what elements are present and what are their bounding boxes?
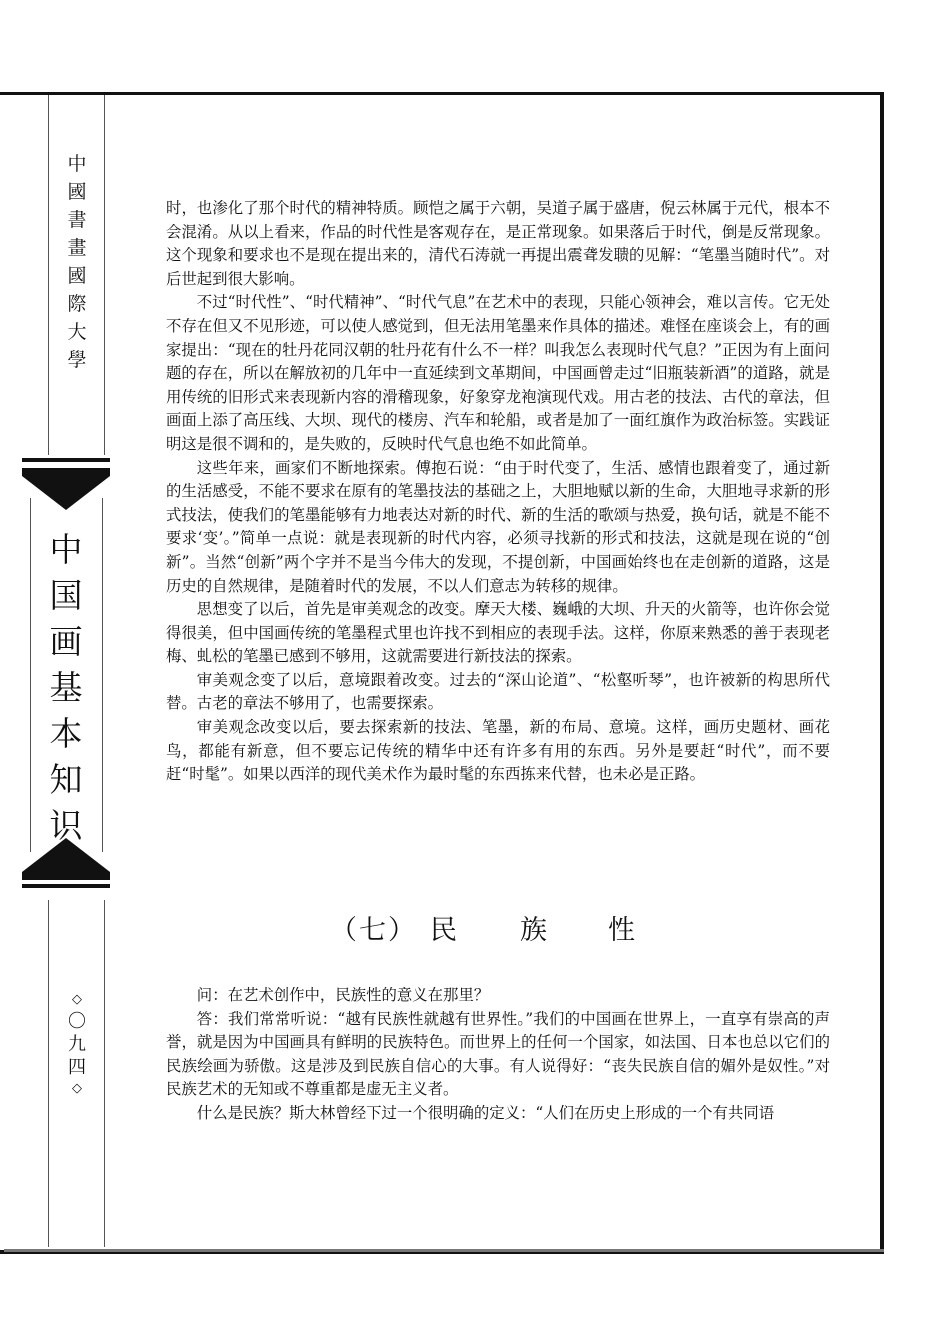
sidebar-rule-right-bottom [104,900,105,1247]
paragraph: 审美观念改变以后，要去探索新的技法、笔墨，新的布局、意境。这样，画历史题材、画花鸟，都能有新意，但不要忘记传统的精华中还有许多有用的东西。另外是要赶“时代”，而不要赶“时髦”。如果以西洋的现代美术作为最时髦的东西拣来代替，也未必是正路。 [166,718,830,784]
ornament-chevron-bottom [22,838,110,872]
ornament-chevron-top [22,476,110,510]
series-title-char: 書 [67,209,87,231]
ornament-band-top [22,458,110,462]
book-title-char: 本 [49,714,83,753]
page-number-vertical [62,990,92,1099]
book-title-char: 识 [49,806,83,845]
book-title-vertical [36,527,96,849]
paragraph: 时，也渗化了那个时代的精神特质。顾恺之属于六朝，吴道子属于盛唐，倪云林属于元代，根本不会混淆。从以上看来，作品的时代性是客观存在，是正常现象。如果落后于时代，倒是反常现象。这个现象和要求也不是现在提出来的，清代石涛就一再提出震聋发聩的见解：“笔墨当随时代”。对后世起到很大影响。 [166,199,830,288]
series-title-vertical [63,150,91,374]
section-heading [330,914,650,948]
section-title-char: 性 [608,915,637,946]
diamond-icon: ◇ [72,992,82,1007]
series-title-char: 畫 [67,237,87,259]
page-number-char: 〇 [68,1011,86,1032]
paragraph: 什么是民族？斯大林曾经下过一个很明确的定义：“人们在历史上形成的一个有共同语 [196,1103,775,1122]
body-text [166,197,830,787]
book-title-char: 画 [49,622,83,661]
diamond-icon: ◇ [72,1081,82,1096]
sidebar-rule-left-bottom [48,900,49,1247]
sidebar-rule-left-top [48,95,49,455]
section-title-char: 民 [430,915,459,946]
series-title-char: 中 [67,153,87,175]
ornament-band-bottom [22,884,110,888]
paragraph: 答：我们常常听说：“越有民族性就越有世界性。”我们的中国画在世界上，一直享有崇高的声誉，就是因为中国画具有鲜明的民族特色。而世界上的任何一个国家，如法国、日本也总以它们的民族绘画为骄傲。这是涉及到民族自信心的大事。有人说得好：“丧失民族自信的媚外是奴性。”对民族艺术的无知或不尊重都是虚无主义者。 [166,1009,830,1099]
paragraph: 这些年来，画家们不断地探索。傅抱石说：“由于时代变了，生活、感情也跟着变了，通过新的生活感受，不能不要求在原有的笔墨技法的基础之上，大胆地赋以新的生命，大胆地寻求新的形式技法，使我们的笔墨能够有力地表达对新的时代、新的生活的歌颂与热爱，换句话，就是不能不要求‘变’。”简单一点说：就是表现新的时代内容，必须寻找新的形式和技法，这就是现在说的“创新”。当然“创新”两个字并不是当今伟大的发现，不提创新，中国画始终也在走创新的道路，这是历史的自然规律，是随着时代的发展，不以人们意志为转移的规律。 [166,458,830,595]
series-title-char: 學 [67,349,87,371]
page-frame-shadow [4,1249,884,1252]
sidebar-book-rule-left [30,498,31,852]
page-number-char: 四 [68,1057,86,1078]
sidebar-rule-right-top [104,95,105,455]
paragraph: 不过“时代性”、“时代精神”、“时代气息”在艺术中的表现，只能心领神会，难以言传。它无处不存在但又不见形迹，可以使人感觉到，但无法用笔墨来作具体的描述。难怪在座谈会上，有的画家提出：“现在的牡丹花同汉朝的牡丹花有什么不一样？叫我怎么表现时代气息？”正因为有上面问题的存在，所以在解放初的几年中一直延续到文革期间，中国画曾走过“旧瓶装新酒”的道路，就是用传统的旧形式来表现新内容的滑稽现象，好象穿龙袍演现代戏。用古老的技法、古代的章法，但画面上添了高压线、大坝、现代的楼房、汽车和轮船，或者是加了一面红旗作为政治标签。实践证明这是很不调和的，是失败的，反映时代气息也绝不如此简单。 [166,293,830,453]
series-title-char: 國 [67,181,87,203]
book-title-char: 知 [49,760,83,799]
book-title-char: 基 [49,668,83,707]
paragraph: 问：在艺术创作中，民族性的意义在那里？ [196,986,490,1004]
page-number-char: 九 [68,1034,86,1055]
series-title-char: 際 [67,293,87,315]
section-number: （七） [330,915,417,946]
book-title-char: 中 [49,530,83,569]
body-text-after-heading [166,984,830,1126]
section-title-char: 族 [520,915,549,946]
paragraph: 审美观念变了以后，意境跟着改变。过去的“深山论道”、“松壑听琴”，也许被新的构思所代替。古老的章法不够用了，也需要探索。 [166,670,830,713]
paragraph: 思想变了以后，首先是审美观念的改变。摩天大楼、巍峨的大坝、升天的火箭等，也许你会觉得很美，但中国画传统的笔墨程式里也许找不到相应的表现手法。这样，你原来熟悉的善于表现老梅、虬松的笔墨已感到不够用，这就需要进行新技法的探索。 [166,600,830,666]
series-title-char: 國 [67,265,87,287]
ornament-band-bottom-thick [22,872,110,880]
book-title-char: 国 [49,576,83,615]
sidebar-book-rule-right [102,498,103,852]
series-title-char: 大 [67,321,87,343]
ornament-band-top-thick [22,468,110,476]
